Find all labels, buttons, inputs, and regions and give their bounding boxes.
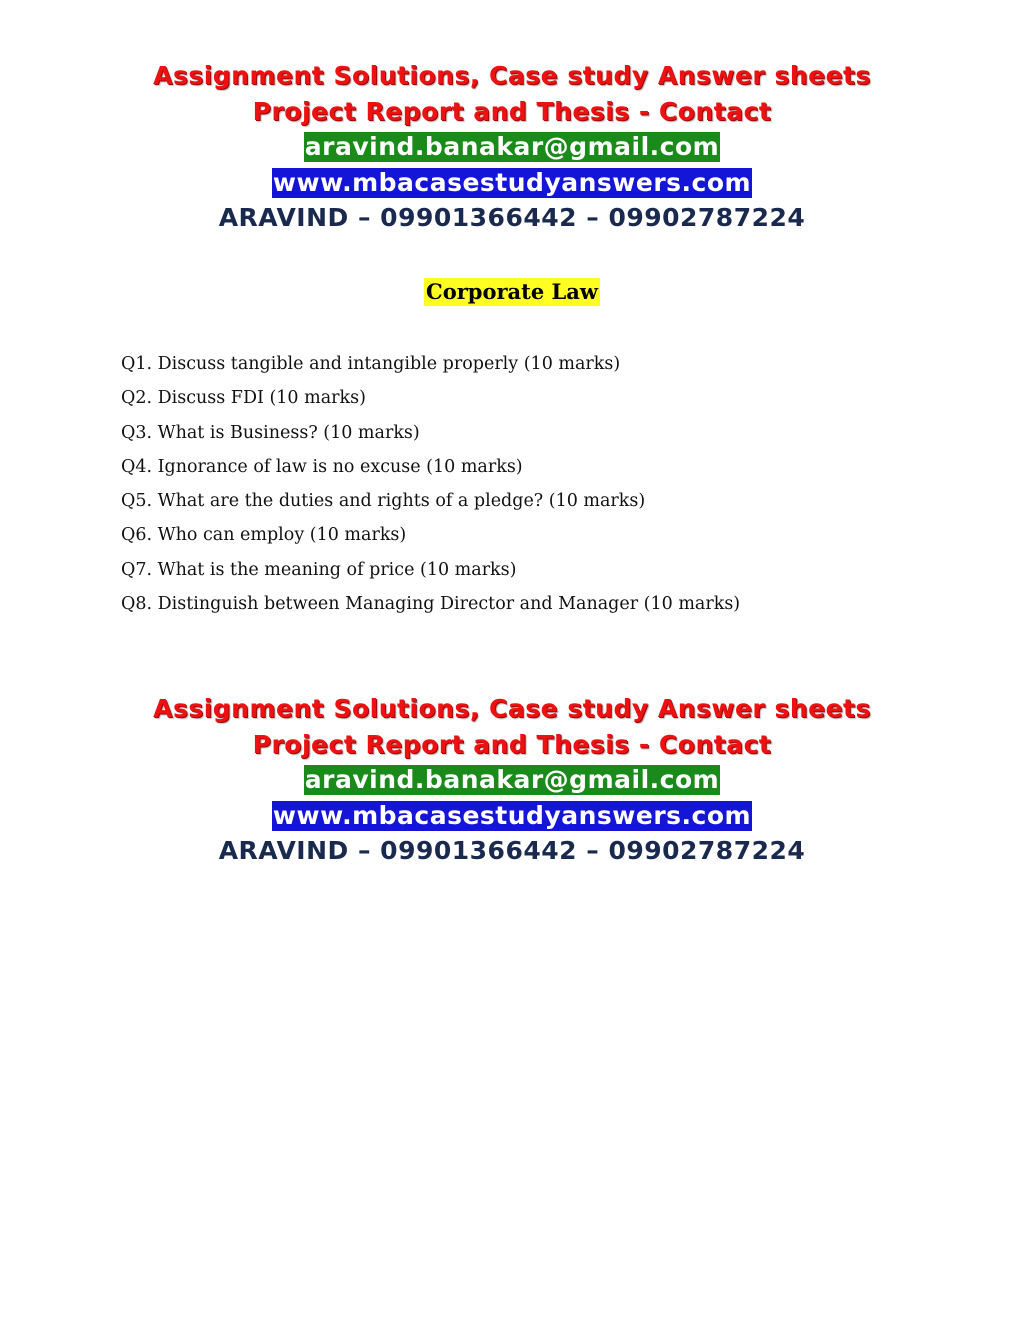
contact-banner-top bbox=[0, 58, 1024, 236]
banner-email[interactable]: aravind.banakar@gmail.com bbox=[304, 132, 720, 161]
banner-headline: Assignment Solutions, Case study Answer sheets bbox=[153, 61, 871, 90]
question-item: Q1. Discuss tangible and intangible properly (10 marks) bbox=[121, 354, 621, 374]
banner-subheadline: Project Report and Thesis - Contact bbox=[252, 96, 772, 126]
question-item: Q3. What is Business? (10 marks) bbox=[121, 422, 420, 443]
banner-website-line bbox=[0, 165, 1024, 201]
banner-phone: ARAVIND – 09901366442 – 09902787224 bbox=[218, 203, 806, 232]
page-title: Corporate Law bbox=[426, 279, 598, 304]
title-wrap bbox=[0, 278, 1024, 306]
banner-phone: ARAVIND – 09901366442 – 09902787224 bbox=[218, 836, 806, 865]
question-item: Q2. Discuss FDI (10 marks) bbox=[121, 388, 366, 409]
question-item: Q7. What is the meaning of price (10 marks) bbox=[121, 559, 517, 580]
question-item: Q6. Who can employ (10 marks) bbox=[121, 525, 407, 546]
contact-banner-bottom bbox=[0, 691, 1024, 869]
banner-headline: Assignment Solutions, Case study Answer sheets bbox=[153, 694, 871, 723]
banner-website[interactable]: www.mbacasestudyanswers.com bbox=[272, 800, 752, 830]
question-list bbox=[121, 347, 740, 621]
banner-email-line bbox=[0, 129, 1024, 165]
banner-website-line bbox=[0, 798, 1024, 834]
banner-email-line bbox=[0, 762, 1024, 798]
question-item: Q5. What are the duties and rights of a pledge? (10 marks) bbox=[121, 491, 646, 512]
banner-email[interactable]: aravind.banakar@gmail.com bbox=[304, 765, 720, 794]
question-item: Q4. Ignorance of law is no excuse (10 marks) bbox=[121, 456, 523, 477]
banner-website[interactable]: www.mbacasestudyanswers.com bbox=[272, 167, 752, 197]
question-item: Q8. Distinguish between Managing Director and Manager (10 marks) bbox=[121, 594, 741, 615]
banner-subheadline: Project Report and Thesis - Contact bbox=[252, 729, 772, 759]
